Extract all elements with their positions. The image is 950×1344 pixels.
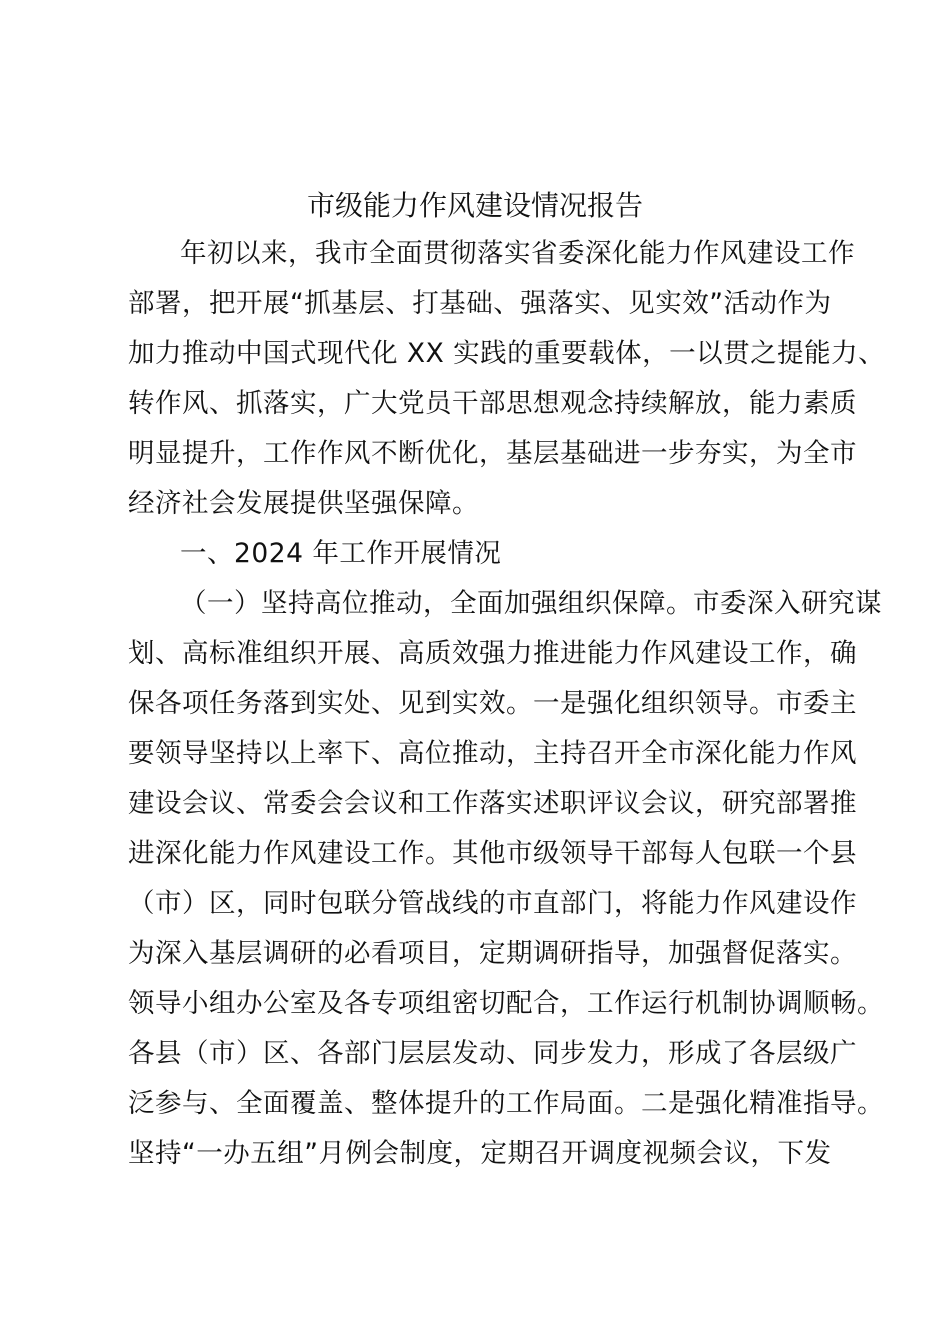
paragraph-line: 年初以来，我市全面贯彻落实省委深化能力作风建设工作 [180,238,855,269]
paragraph-line: 领导小组办公室及各专项组密切配合，工作运行机制协调顺畅。 [128,988,884,1019]
paragraph-line: 为深入基层调研的必看项目，定期调研指导，加强督促落实。 [128,938,857,969]
paragraph-line: （一）坚持高位推动，全面加强组织保障。市委深入研究谋 [180,588,882,619]
paragraph-line: 转作风、抓落实，广大党员干部思想观念持续解放，能力素质 [128,388,857,419]
paragraph-line: 保各项任务落到实处、见到实效。一是强化组织领导。市委主 [128,688,857,719]
paragraph-line: 建设会议、常委会会议和工作落实述职评议会议，研究部署推 [128,788,857,819]
paragraph-line: 一、2024 年工作开展情况 [180,538,502,569]
paragraph-line: （市）区，同时包联分管战线的市直部门，将能力作风建设作 [128,888,857,919]
paragraph-line: 划、高标准组织开展、高质效强力推进能力作风建设工作，确 [128,638,857,669]
paragraph-line: 明显提升，工作作风不断优化，基层基础进一步夯实，为全市 [128,438,857,469]
paragraph-line: 各县（市）区、各部门层层发动、同步发力，形成了各层级广 [128,1038,857,1069]
paragraph-line: 坚持“一办五组”月例会制度，定期召开调度视频会议，下发 [128,1138,832,1169]
paragraph-line: 泛参与、全面覆盖、整体提升的工作局面。二是强化精准指导。 [128,1088,884,1119]
paragraph-line: 加力推动中国式现代化 XX 实践的重要载体，一以贯之提能力、 [128,338,886,369]
paragraph-line: 进深化能力作风建设工作。其他市级领导干部每人包联一个县 [128,838,857,869]
paragraph-line: 要领导坚持以上率下、高位推动，主持召开全市深化能力作风 [128,738,857,769]
paragraph-line: 经济社会发展提供坚强保障。 [128,488,479,519]
document-title: 市级能力作风建设情况报告 [306,189,643,222]
paragraph-line: 部署，把开展“抓基层、打基础、强落实、见实效”活动作为 [128,288,832,319]
